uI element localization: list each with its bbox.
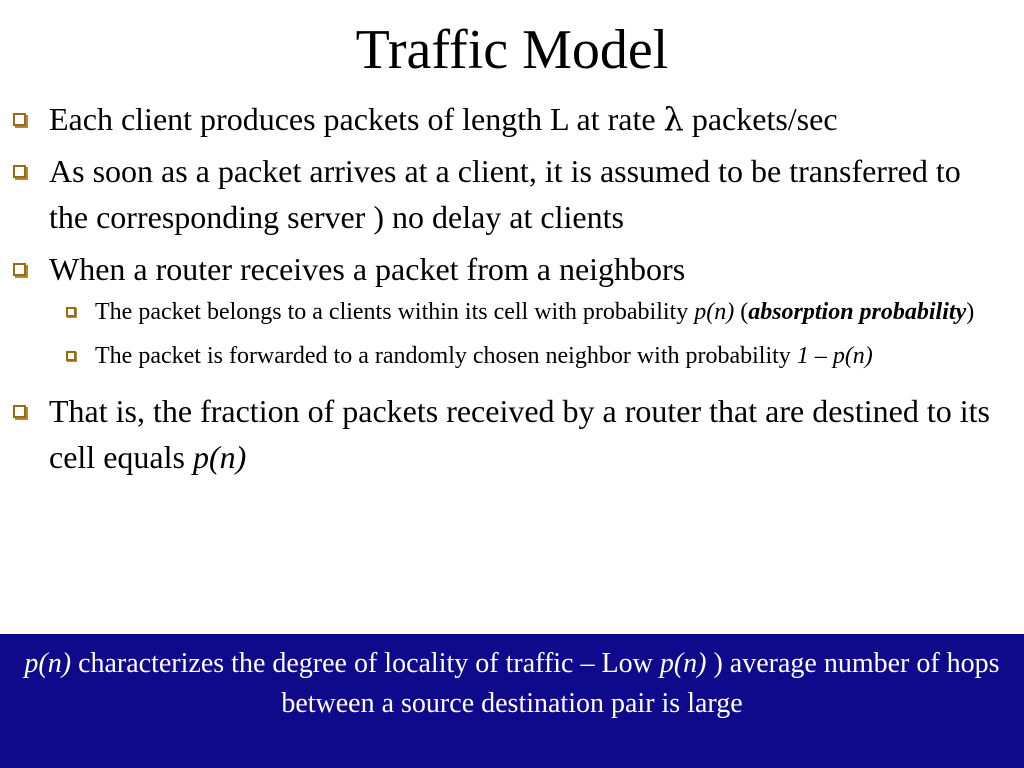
- slide-title: Traffic Model: [355, 19, 669, 81]
- square-bullet-icon: [13, 263, 26, 276]
- bullet-item: [0, 96, 1024, 142]
- probability-expression: 1 – p(n): [796, 343, 873, 369]
- paren-open: (: [734, 299, 749, 325]
- bullet-item: [0, 148, 1024, 240]
- footer-text: characterizes the degree of locality of traffic – Low: [71, 648, 660, 679]
- bullet-text: Each client produces packets of length L at rate: [49, 101, 664, 137]
- paren-close: ): [966, 299, 975, 325]
- square-bullet-icon: [13, 113, 26, 126]
- bullet-text: When a router receives a packet from a neighbors: [49, 251, 686, 287]
- footer-text-continued: ) average number of hops between a source destination pair is large: [281, 648, 1000, 719]
- sub-bullet-container: [0, 294, 1024, 374]
- bullet-text-continued: packets/sec: [691, 101, 838, 137]
- square-bullet-icon: [66, 307, 76, 317]
- bullet-item: [0, 246, 1024, 292]
- sub-bullet-text: The packet belongs to a clients within its cell with probability: [95, 299, 695, 325]
- probability-symbol: p(n): [694, 299, 735, 325]
- square-bullet-icon: [66, 351, 76, 361]
- lambda-symbol: λ: [663, 100, 684, 138]
- probability-symbol: p(n): [192, 439, 247, 475]
- sub-bullet-list: [0, 294, 1024, 374]
- absorption-probability-term: absorption probability: [748, 299, 967, 325]
- sub-bullet-text: The packet is forwarded to a randomly chosen neighbor with probability: [95, 343, 797, 369]
- footer-probability-symbol: p(n): [24, 648, 72, 679]
- sub-bullet-item: [0, 338, 1024, 374]
- bullet-text: As soon as a packet arrives at a client, it is assumed to be transferred to the corresponding server ) no delay at clients: [49, 153, 961, 235]
- footer-band: [0, 634, 1024, 768]
- square-bullet-icon: [13, 405, 26, 418]
- bullet-item: [0, 388, 1024, 480]
- square-bullet-icon: [13, 165, 26, 178]
- footer-probability-symbol-2: p(n): [659, 648, 707, 679]
- sub-bullet-item: [0, 294, 1024, 330]
- bullet-text: That is, the fraction of packets received by a router that are destined to its cell equals: [49, 393, 990, 475]
- bullet-list: [0, 96, 1024, 486]
